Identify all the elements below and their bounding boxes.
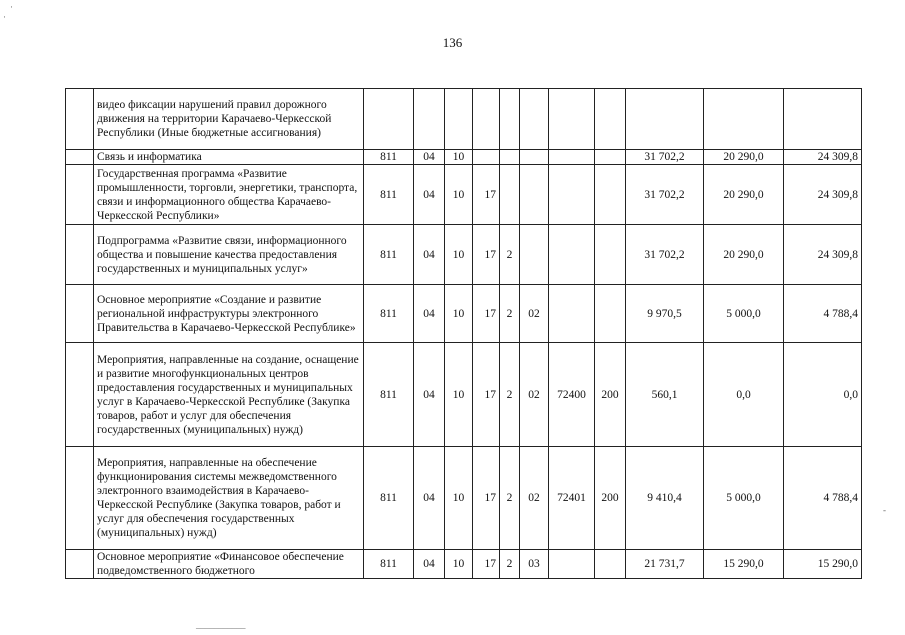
- expense-type-cell: 200: [595, 343, 626, 447]
- main-activity-cell: 03: [520, 550, 549, 579]
- expense-type-cell: [595, 150, 626, 165]
- table-row: [66, 550, 862, 579]
- vedomstvo-cell: 811: [364, 150, 414, 165]
- section-cell: [414, 89, 445, 150]
- amount-year3-cell: 4 788,4: [784, 285, 862, 343]
- amount-year3-cell: 24 309,8: [784, 165, 862, 225]
- scan-mark: -: [883, 505, 886, 515]
- scan-mark: ·: [3, 12, 6, 22]
- amount-year2-cell: [704, 89, 784, 150]
- subsection-cell: 10: [445, 447, 473, 550]
- vedomstvo-cell: 811: [364, 550, 414, 579]
- item-name-cell: Основное мероприятие «Финансовое обеспечение подведомственного бюджетного: [94, 550, 364, 579]
- subprogram-cell: 2: [500, 447, 520, 550]
- blank-cell: [66, 343, 94, 447]
- subsection-cell: 10: [445, 150, 473, 165]
- main-activity-cell: [520, 165, 549, 225]
- expense-type-cell: [595, 285, 626, 343]
- vedomstvo-cell: 811: [364, 343, 414, 447]
- section-cell: 04: [414, 550, 445, 579]
- subprogram-cell: 2: [500, 343, 520, 447]
- table-row: [66, 165, 862, 225]
- amount-year1-cell: 9 970,5: [626, 285, 704, 343]
- scan-mark: ·: [10, 2, 13, 12]
- amount-year2-cell: 15 290,0: [704, 550, 784, 579]
- amount-year2-cell: 0,0: [704, 343, 784, 447]
- main-activity-cell: 02: [520, 447, 549, 550]
- program-cell: 17: [473, 285, 500, 343]
- program-cell: 17: [473, 550, 500, 579]
- amount-year1-cell: 31 702,2: [626, 150, 704, 165]
- program-cell: [473, 89, 500, 150]
- vedomstvo-cell: 811: [364, 447, 414, 550]
- subsection-cell: 10: [445, 285, 473, 343]
- table-row: [66, 150, 862, 165]
- item-name-cell: видео фиксации нарушений правил дорожного движения на территории Карачаево-Черкесской Республики (Иные бюджетные ассигнования): [94, 89, 364, 150]
- subprogram-cell: [500, 150, 520, 165]
- budget-table: [65, 88, 862, 579]
- program-cell: 17: [473, 447, 500, 550]
- blank-cell: [66, 447, 94, 550]
- amount-year3-cell: [784, 89, 862, 150]
- blank-cell: [66, 225, 94, 285]
- blank-cell: [66, 89, 94, 150]
- expense-type-cell: [595, 225, 626, 285]
- section-cell: 04: [414, 343, 445, 447]
- section-cell: 04: [414, 165, 445, 225]
- expense-direction-cell: 72400: [549, 343, 595, 447]
- amount-year3-cell: 15 290,0: [784, 550, 862, 579]
- program-cell: 17: [473, 343, 500, 447]
- main-activity-cell: 02: [520, 285, 549, 343]
- vedomstvo-cell: 811: [364, 165, 414, 225]
- main-activity-cell: [520, 225, 549, 285]
- expense-direction-cell: [549, 89, 595, 150]
- expense-type-cell: [595, 89, 626, 150]
- vedomstvo-cell: [364, 89, 414, 150]
- blank-cell: [66, 285, 94, 343]
- item-name-cell: Связь и информатика: [94, 150, 364, 165]
- expense-direction-cell: 72401: [549, 447, 595, 550]
- subprogram-cell: [500, 89, 520, 150]
- expense-direction-cell: [549, 150, 595, 165]
- subprogram-cell: 2: [500, 225, 520, 285]
- amount-year2-cell: 20 290,0: [704, 225, 784, 285]
- amount-year2-cell: 5 000,0: [704, 447, 784, 550]
- blank-cell: [66, 550, 94, 579]
- expense-direction-cell: [549, 165, 595, 225]
- vedomstvo-cell: 811: [364, 285, 414, 343]
- main-activity-cell: [520, 150, 549, 165]
- amount-year1-cell: 9 410,4: [626, 447, 704, 550]
- amount-year1-cell: 31 702,2: [626, 225, 704, 285]
- expense-type-cell: 200: [595, 447, 626, 550]
- table-row: [66, 285, 862, 343]
- amount-year1-cell: 560,1: [626, 343, 704, 447]
- subprogram-cell: 2: [500, 285, 520, 343]
- page-number: 136: [442, 35, 463, 50]
- amount-year1-cell: 31 702,2: [626, 165, 704, 225]
- table-row: [66, 447, 862, 550]
- item-name-cell: Мероприятия, направленные на обеспечение функционирования системы межведомственного электронного взаимодействия в Карачаево-Черкесской Республике (Закупка товаров, работ и услуг для обеспечения государственных (муниципальных) нужд): [94, 447, 364, 550]
- vedomstvo-cell: 811: [364, 225, 414, 285]
- blank-cell: [66, 150, 94, 165]
- expense-direction-cell: [549, 225, 595, 285]
- blank-cell: [66, 165, 94, 225]
- amount-year2-cell: 5 000,0: [704, 285, 784, 343]
- subprogram-cell: [500, 165, 520, 225]
- section-cell: 04: [414, 447, 445, 550]
- table-row: [66, 343, 862, 447]
- section-cell: 04: [414, 150, 445, 165]
- main-activity-cell: [520, 89, 549, 150]
- program-cell: 17: [473, 225, 500, 285]
- subsection-cell: 10: [445, 225, 473, 285]
- section-cell: 04: [414, 225, 445, 285]
- table-row: [66, 225, 862, 285]
- amount-year3-cell: 4 788,4: [784, 447, 862, 550]
- scan-mark: ___________: [196, 620, 246, 630]
- subsection-cell: 10: [445, 343, 473, 447]
- program-cell: 17: [473, 165, 500, 225]
- subsection-cell: [445, 89, 473, 150]
- main-activity-cell: 02: [520, 343, 549, 447]
- item-name-cell: Подпрограмма «Развитие связи, информационного общества и повышение качества предоставления государственных и муниципальных услуг»: [94, 225, 364, 285]
- table-row: [66, 89, 862, 150]
- subsection-cell: 10: [445, 550, 473, 579]
- amount-year3-cell: 0,0: [784, 343, 862, 447]
- item-name-cell: Мероприятия, направленные на создание, оснащение и развитие многофункциональных центров предоставления государственных и муниципальных услуг в Карачаево-Черкесской Республике (Закупка товаров, работ и услуг для обеспечения государственных (муниципальных) нужд): [94, 343, 364, 447]
- section-cell: 04: [414, 285, 445, 343]
- amount-year1-cell: 21 731,7: [626, 550, 704, 579]
- subsection-cell: 10: [445, 165, 473, 225]
- expense-direction-cell: [549, 285, 595, 343]
- amount-year3-cell: 24 309,8: [784, 225, 862, 285]
- expense-direction-cell: [549, 550, 595, 579]
- expense-type-cell: [595, 165, 626, 225]
- expense-type-cell: [595, 550, 626, 579]
- amount-year3-cell: 24 309,8: [784, 150, 862, 165]
- item-name-cell: Основное мероприятие «Создание и развитие региональной инфраструктуры электронного Правительства в Карачаево-Черкесской Республике»: [94, 285, 364, 343]
- amount-year2-cell: 20 290,0: [704, 165, 784, 225]
- program-cell: [473, 150, 500, 165]
- amount-year1-cell: [626, 89, 704, 150]
- amount-year2-cell: 20 290,0: [704, 150, 784, 165]
- subprogram-cell: 2: [500, 550, 520, 579]
- item-name-cell: Государственная программа «Развитие промышленности, торговли, энергетики, транспорта, связи и информационного общества Карачаево-Черкесской Республики»: [94, 165, 364, 225]
